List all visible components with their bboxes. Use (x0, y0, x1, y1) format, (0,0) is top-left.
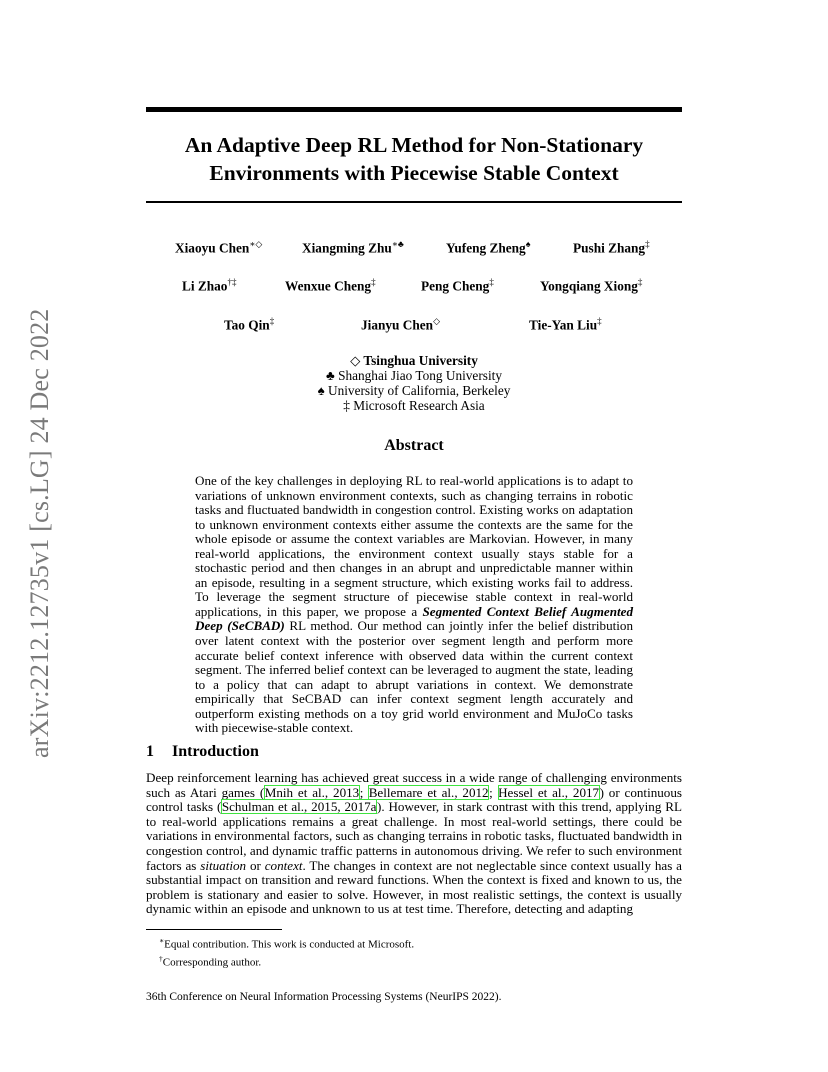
intro-emphasis: context (264, 857, 303, 873)
abstract-heading: Abstract (384, 437, 444, 454)
affiliations (146, 353, 682, 413)
section-title: Introduction (172, 743, 259, 760)
author-li-zhao: Li Zhao†‡ (182, 277, 237, 294)
footnote-rule (146, 929, 282, 930)
author-jianyu-chen: Jianyu Chen◇ (361, 316, 440, 333)
abstract-body (195, 474, 633, 736)
author-pushi-zhang: Pushi Zhang‡ (573, 239, 650, 256)
section-heading-introduction (146, 743, 259, 761)
affiliation-berkeley: ♠ University of California, Berkeley (317, 383, 511, 398)
intro-text: ; (489, 784, 498, 800)
footnote-equal-contribution: ∗Equal contribution. This work is conducted at Microsoft. (159, 936, 415, 951)
author-tie-yan-liu: Tie-Yan Liu‡ (529, 316, 602, 333)
author-yongqiang-xiong: Yongqiang Xiong‡ (540, 277, 643, 294)
author-tao-qin: Tao Qin‡ (224, 316, 275, 333)
introduction-paragraph (146, 771, 682, 917)
title-bottom-rule (146, 201, 682, 203)
intro-text: Deep reinforcement learning has achieved great success in a wide range of challenging environments such as Atari games ( (146, 770, 682, 800)
paper-title (146, 131, 682, 187)
citation-link[interactable]: Schulman et al., 2015, 2017a (221, 799, 377, 815)
affiliation-sjtu: ♣ Shanghai Jiao Tong University (326, 368, 502, 383)
citation-link[interactable]: Mnih et al., 2013 (264, 784, 360, 800)
intro-text: or (246, 857, 265, 873)
title-top-rule (146, 107, 682, 112)
affiliation-tsinghua: ◇ Tsinghua University (350, 353, 478, 368)
arxiv-stamp: arXiv:2212.12735v1 [cs.LG] 24 Dec 2022 (25, 308, 54, 758)
conference-venue: 36th Conference on Neural Information Processing Systems (NeurIPS 2022). (146, 991, 502, 1003)
section-number: 1 (146, 743, 154, 760)
title-line-1: An Adaptive Deep RL Method for Non-Stationary (184, 133, 644, 157)
title-line-2: Environments with Piecewise Stable Context (209, 161, 619, 185)
citation-link[interactable]: Hessel et al., 2017 (498, 784, 600, 800)
method-name: Segmented Context Belief Augmented Deep (SeCBAD) (195, 603, 633, 634)
intro-text: ; (359, 784, 369, 800)
author-xiaoyu-chen: Xiaoyu Chen∗◇ (175, 239, 263, 256)
author-wenxue-cheng: Wenxue Cheng‡ (285, 277, 376, 294)
footnotes (159, 934, 414, 970)
intro-text: . The changes in context are not neglectable since context usually has a substantial impact on transition and reward functions. When the context is fixed and known to us, the problem is stationary and easier to solve. However, in most realistic settings, the context is usually dynamic within an episode and unknown to us at test time. Therefore, detecting and adapting (146, 857, 682, 917)
author-yufeng-zheng: Yufeng Zheng♠ (446, 239, 531, 256)
footnote-corresponding-author: †Corresponding author. (159, 954, 262, 969)
intro-text: ) or continuous control tasks ( (146, 784, 682, 815)
author-peng-cheng: Peng Cheng‡ (421, 277, 494, 294)
intro-emphasis: situation (200, 857, 247, 873)
affiliation-msra: ‡ Microsoft Research Asia (343, 398, 485, 413)
abstract-text-1: One of the key challenges in deploying RL to real-world applications is to adapt to variations of unknown environment contexts, such as changing terrains in robotic tasks and fluctuated bandwidth in congestion control. Existing works on adaptation to unknown environment contexts either assume the contexts are the same for the whole episode or assume the context variables are Markovian. However, in many real-world applications, the environment context usually stays stable for a stochastic period and then changes in an abrupt and unpredictable manner within an episode, resulting in a segment structure, which existing works fail to address. To leverage the segment structure of piecewise stable context in real-world applications, in this paper, we propose a (195, 473, 633, 619)
author-xiangming-zhu: Xiangming Zhu∗♣ (302, 239, 404, 256)
intro-text: ). However, in stark contrast with this trend, applying RL to real-world applications remains a great challenge. In most real-world settings, there could be variations in environmental factors, such as changing terrains in robotic tasks, fluctuated bandwidth in congestion control, and dynamic traffic patterns in autonomous driving. We refer to such environment factors as (146, 799, 682, 873)
citation-link[interactable]: Bellemare et al., 2012 (368, 784, 489, 800)
abstract-text-2: RL method. Our method can jointly infer the belief distribution over latent context with the posterior over segment length and perform more accurate belief context inference with observed data within the current context segment. The inferred belief context can be leveraged to augment the state, leading to a policy that can adapt to abrupt variations in context. We demonstrate empirically that SeCBAD can infer context segment length accurately and outperform existing methods on a toy grid world environment and MuJoCo tasks with piecewise-stable context. (195, 618, 633, 736)
